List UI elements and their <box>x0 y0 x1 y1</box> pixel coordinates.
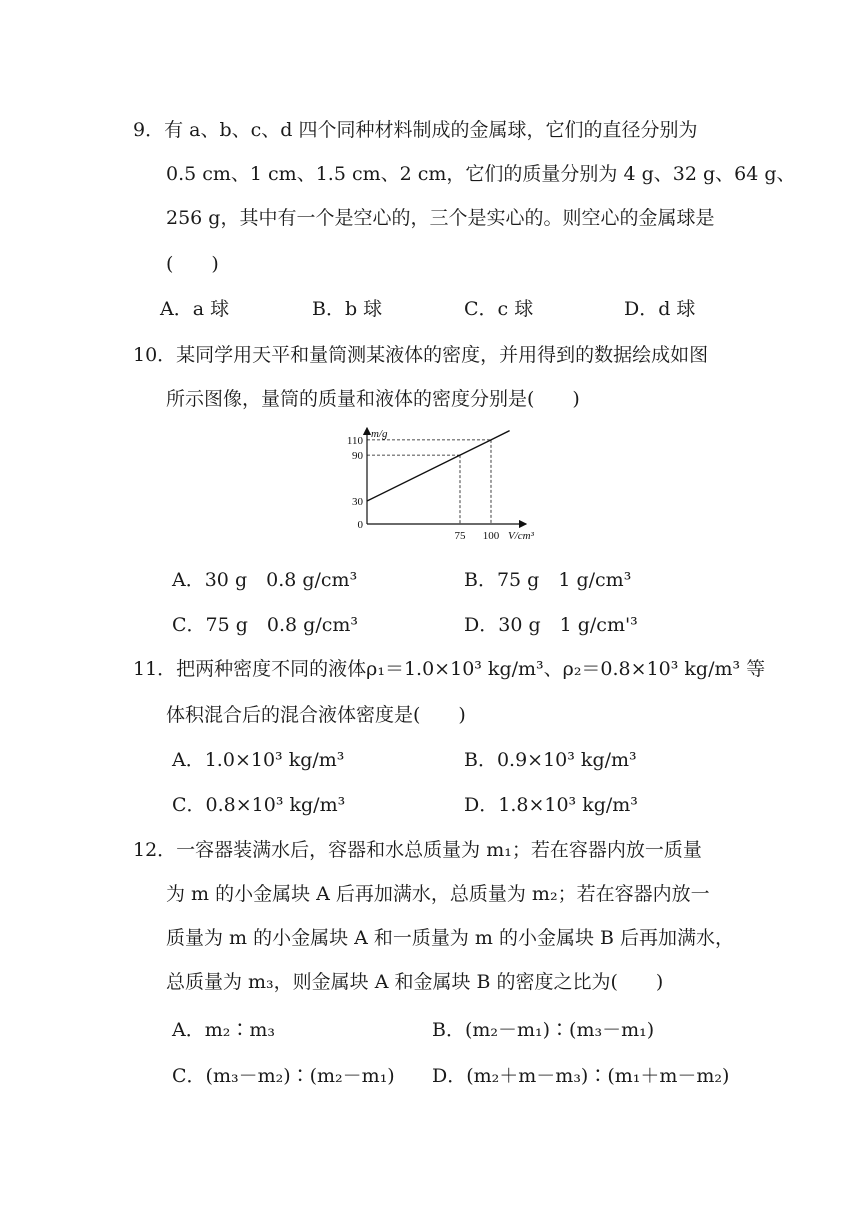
y-tick-label-90: 90 <box>352 450 363 463</box>
mass-volume-graph <box>340 424 534 550</box>
q12-option-d: D．(m₂＋m－m₃)∶(m₁＋m－m₂) <box>432 1065 730 1087</box>
q9-option-b: B．b 球 <box>312 298 383 320</box>
q10-option-c: C．75 g 0.8 g/cm³ <box>172 614 359 636</box>
q11-line-1: 11．把两种密度不同的液体ρ₁＝1.0×10³ kg/m³、ρ₂＝0.8×10³ kg/m³ 等 <box>133 658 766 680</box>
q9-option-d: D．d 球 <box>624 298 696 320</box>
q12-line-3: 质量为 m 的小金属块 A 和一质量为 m 的小金属块 B 后再加满水， <box>166 927 735 949</box>
q11-option-d: D．1.8×10³ kg/m³ <box>464 794 638 816</box>
q9-line-4: ( ) <box>166 253 219 275</box>
q11-option-b: B．0.9×10³ kg/m³ <box>464 749 637 771</box>
q11-option-c: C．0.8×10³ kg/m³ <box>172 794 346 816</box>
q12-option-c: C．(m₃－m₂)∶(m₂－m₁) <box>172 1065 395 1087</box>
x-axis-label: V/cm³ <box>508 530 534 542</box>
q11-line-2: 体积混合后的混合液体密度是( ) <box>166 704 466 726</box>
y-tick-label-30: 30 <box>352 496 363 509</box>
q12-option-b: B．(m₂－m₁)∶(m₃－m₁) <box>432 1019 655 1041</box>
q9-option-c: C．c 球 <box>464 298 534 320</box>
q10-line-2: 所示图像，量筒的质量和液体的密度分别是( ) <box>166 388 580 410</box>
q9-option-a: A．a 球 <box>160 298 230 320</box>
q12-line-1: 12．一容器装满水后，容器和水总质量为 m₁；若在容器内放一质量 <box>133 839 702 861</box>
q9-line-2: 0.5 cm、1 cm、1.5 cm、2 cm，它们的质量分别为 4 g、32 g、64 g、 <box>166 163 796 185</box>
q11-option-a: A．1.0×10³ kg/m³ <box>172 749 345 771</box>
q12-line-2: 为 m 的小金属块 A 后再加满水，总质量为 m₂；若在容器内放一 <box>166 883 710 905</box>
series-line <box>367 431 510 501</box>
q10-line-1: 10．某同学用天平和量筒测某液体的密度，并用得到的数据绘成如图 <box>133 344 709 366</box>
q10-option-b: B．75 g 1 g/cm³ <box>464 569 632 591</box>
y-tick-label-0: 0 <box>357 519 363 531</box>
x-tick-label-75: 75 <box>454 530 466 542</box>
q12-option-a: A．m₂∶m₃ <box>172 1019 275 1041</box>
y-axis-label: m/g <box>371 428 388 440</box>
q10-option-a: A．30 g 0.8 g/cm³ <box>172 569 358 591</box>
q9-line-3: 256 g，其中有一个是空心的，三个是实心的。则空心的金属球是 <box>166 207 715 229</box>
y-tick-label-110: 110 <box>346 434 363 447</box>
x-tick-label-100: 100 <box>482 530 500 542</box>
q10-option-d: D．30 g 1 g/cm'³ <box>464 614 638 636</box>
q12-line-4: 总质量为 m₃，则金属块 A 和金属块 B 的密度之比为( ) <box>166 971 664 993</box>
q9-line-1: 9．有 a、b、c、d 四个同种材料制成的金属球，它们的直径分别为 <box>133 119 698 141</box>
